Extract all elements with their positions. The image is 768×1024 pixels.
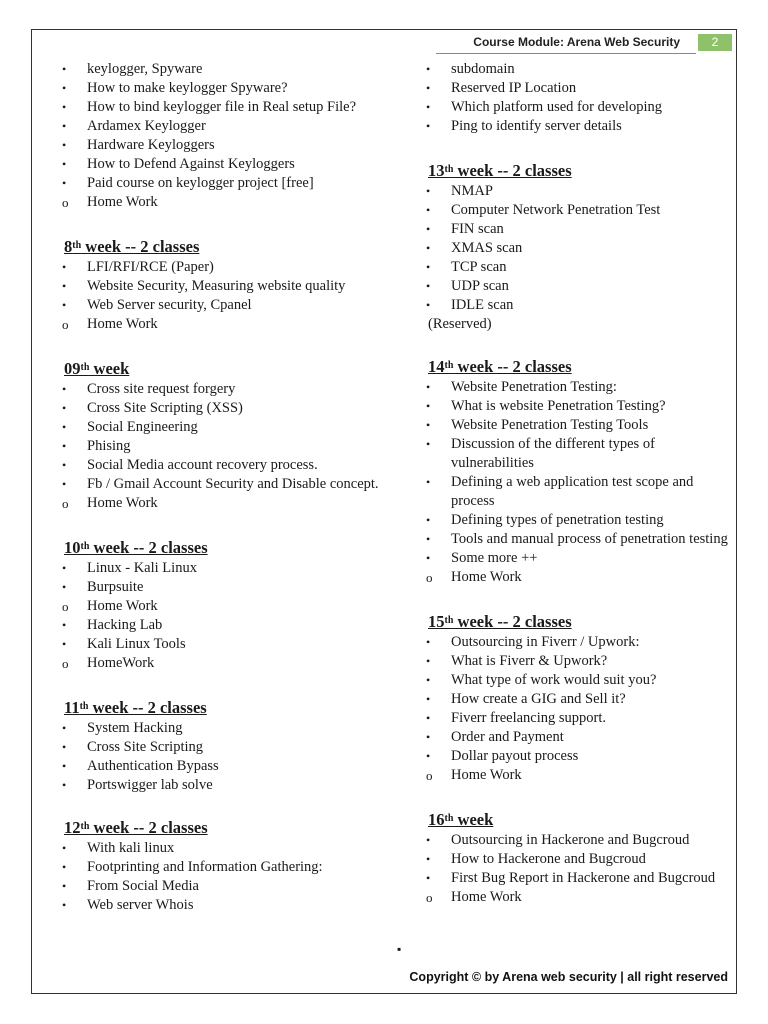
week-11-list [58, 719, 388, 795]
list-item-text: Outsourcing in Hackerone and Bugcroud [451, 832, 690, 848]
ordinal-suffix: th [444, 164, 454, 175]
week-8-list [58, 258, 388, 334]
week-number: 14 [428, 357, 445, 376]
list-item-text: Defining a web application test scope and process [451, 474, 694, 509]
section-heading-week-12 [64, 817, 388, 839]
week-number: 16 [428, 810, 445, 829]
list-item-text: Website Penetration Testing: [451, 379, 617, 395]
bullet-icon: • [426, 279, 431, 293]
list-item-text: Footprinting and Information Gathering: [87, 859, 323, 875]
list-item-text: Web server Whois [87, 897, 194, 913]
list-item [422, 98, 738, 117]
bullet-icon: • [426, 184, 431, 198]
list-item [58, 315, 388, 334]
list-item-text: How to Hackerone and Bugcroud [451, 851, 646, 867]
list-item-text: LFI/RFI/RCE (Paper) [87, 259, 214, 275]
list-item-text: Home Work [451, 889, 522, 905]
bullet-icon: • [426, 730, 431, 744]
list-item-text: keylogger, Spyware [87, 61, 203, 77]
list-item [58, 597, 388, 616]
section-heading-week-11 [64, 697, 388, 719]
list-item-text: Kali Linux Tools [87, 636, 186, 652]
list-item [58, 738, 388, 757]
ordinal-suffix: th [80, 362, 90, 373]
list-item [58, 877, 388, 896]
bullet-icon: • [426, 654, 431, 668]
list-item-text: FIN scan [451, 221, 504, 237]
list-item-text: NMAP [451, 183, 493, 199]
list-item [422, 60, 738, 79]
list-item-text: How to make keylogger Spyware? [87, 80, 288, 96]
week-number: 10 [64, 538, 81, 557]
week-label: week -- 2 classes [81, 237, 200, 256]
list-item-text: System Hacking [87, 720, 183, 736]
list-item-text: What is Fiverr & Upwork? [451, 653, 608, 669]
bullet-icon: • [62, 618, 67, 632]
list-item [58, 896, 388, 915]
hollow-bullet-icon: o [426, 890, 433, 905]
list-item-text: Home Work [451, 767, 522, 783]
list-item [58, 654, 388, 673]
list-item [422, 766, 738, 785]
list-item [58, 174, 388, 193]
list-item [58, 98, 388, 117]
week-label: week -- 2 classes [89, 818, 208, 837]
week-label: week [453, 810, 494, 829]
list-item [58, 456, 388, 475]
list-item [58, 437, 388, 456]
section-heading-week-14 [428, 356, 738, 378]
week-number: 09 [64, 359, 81, 378]
bullet-icon: • [426, 222, 431, 236]
ordinal-suffix: th [72, 240, 82, 251]
bullet-icon: • [62, 580, 67, 594]
bullet-icon: • [62, 458, 67, 472]
ordinal-suffix: th [444, 360, 454, 371]
list-item [422, 869, 738, 888]
list-item-text: Paid course on keylogger project [free] [87, 175, 314, 191]
section-heading-week-15 [428, 611, 738, 633]
list-item-text: First Bug Report in Hackerone and Bugcroud [451, 870, 716, 886]
bullet-icon: • [426, 513, 431, 527]
week-label: week -- 2 classes [453, 612, 572, 631]
hollow-bullet-icon: o [62, 496, 69, 511]
bullet-icon: • [62, 439, 67, 453]
list-item [58, 60, 388, 79]
bullet-icon: • [426, 100, 431, 114]
bullet-icon: • [426, 711, 431, 725]
bullet-icon: • [426, 871, 431, 885]
list-item-text: IDLE scan [451, 297, 514, 313]
intro-list-left [58, 60, 388, 212]
list-item [422, 633, 738, 652]
list-item-text: Phising [87, 438, 131, 454]
list-item [58, 79, 388, 98]
ordinal-suffix: th [444, 615, 454, 626]
list-item [422, 530, 738, 549]
list-item [58, 858, 388, 877]
list-item-text: With kali linux [87, 840, 175, 856]
list-item [58, 155, 388, 174]
list-item-text: From Social Media [87, 878, 199, 894]
week-13-list [422, 182, 738, 315]
bullet-icon: • [426, 852, 431, 866]
ordinal-suffix: th [79, 701, 89, 712]
week-label: week -- 2 classes [88, 698, 207, 717]
hollow-bullet-icon: o [62, 656, 69, 671]
list-item-text: Home Work [87, 194, 158, 210]
section-heading-week-9 [64, 358, 388, 380]
bullet-icon: • [426, 475, 431, 489]
list-item [422, 201, 738, 220]
list-item-text: Which platform used for developing [451, 99, 662, 115]
bullet-icon: • [426, 298, 431, 312]
section-heading-week-13 [428, 160, 738, 182]
header-rule [436, 53, 696, 54]
bullet-icon: • [62, 759, 67, 773]
week-number: 13 [428, 161, 445, 180]
bullet-icon: • [62, 561, 67, 575]
bullet-icon: • [62, 298, 67, 312]
list-item [422, 709, 738, 728]
list-item [422, 549, 738, 568]
week-label: week -- 2 classes [453, 357, 572, 376]
bullet-icon: • [62, 879, 67, 893]
list-item [422, 79, 738, 98]
list-item-text: Cross Site Scripting [87, 739, 204, 755]
week-14-list [422, 378, 738, 587]
list-item [58, 839, 388, 858]
list-item [422, 277, 738, 296]
footer-copyright: Copyright © by Arena web security | all right reserved [409, 970, 728, 984]
bullet-icon: • [62, 176, 67, 190]
list-item [58, 475, 388, 494]
list-item [58, 136, 388, 155]
list-item-text: What is website Penetration Testing? [451, 398, 666, 414]
page-number-badge: 2 [698, 34, 732, 51]
list-item-text: How to bind keylogger file in Real setup File? [87, 99, 357, 115]
bullet-icon: • [62, 841, 67, 855]
list-item-text: subdomain [451, 61, 515, 77]
list-item-text: Portswigger lab solve [87, 777, 213, 793]
list-item [58, 719, 388, 738]
week-label: week -- 2 classes [89, 538, 208, 557]
list-item [58, 399, 388, 418]
week-9-list [58, 380, 388, 513]
list-item-text: HomeWork [87, 655, 155, 671]
week-number: 8 [64, 237, 73, 256]
list-item-text: What type of work would suit you? [451, 672, 657, 688]
list-item [422, 473, 738, 511]
bullet-icon: • [62, 119, 67, 133]
bullet-icon: • [426, 749, 431, 763]
bullet-icon: • [426, 692, 431, 706]
bullet-icon: • [426, 260, 431, 274]
bullet-icon: • [62, 860, 67, 874]
hollow-bullet-icon: o [426, 570, 433, 585]
list-item [422, 671, 738, 690]
list-item [58, 418, 388, 437]
bullet-icon: • [426, 833, 431, 847]
list-item [58, 776, 388, 795]
list-item-text: Authentication Bypass [87, 758, 219, 774]
list-item-text: Cross Site Scripting (XSS) [87, 400, 243, 416]
bullet-icon: • [426, 551, 431, 565]
list-item-text: Burpsuite [87, 579, 144, 595]
list-item [422, 378, 738, 397]
week-15-list [422, 633, 738, 785]
list-item-text: XMAS scan [451, 240, 523, 256]
bullet-icon: • [62, 477, 67, 491]
bullet-icon: • [426, 203, 431, 217]
left-column [58, 60, 388, 915]
reserved-note: (Reserved) [428, 316, 492, 332]
list-item-text: Home Work [451, 569, 522, 585]
list-item [58, 559, 388, 578]
bullet-icon: • [426, 399, 431, 413]
list-item-text: Fiverr freelancing support. [451, 710, 607, 726]
list-item [422, 831, 738, 850]
list-item [58, 494, 388, 513]
hollow-bullet-icon: o [62, 599, 69, 614]
list-item [422, 416, 738, 435]
list-item [58, 193, 388, 212]
list-item [422, 850, 738, 869]
bullet-icon: • [426, 62, 431, 76]
bullet-icon: • [62, 382, 67, 396]
list-item-text: How to Defend Against Keyloggers [87, 156, 295, 172]
list-item-text: How create a GIG and Sell it? [451, 691, 626, 707]
bullet-icon: • [426, 673, 431, 687]
list-item-text: Defining types of penetration testing [451, 512, 664, 528]
list-item-text: Fb / Gmail Account Security and Disable concept. [87, 476, 379, 492]
list-item-text: Ping to identify server details [451, 118, 622, 134]
list-item-text: Website Security, Measuring website quality [87, 278, 346, 294]
list-item [422, 747, 738, 766]
bullet-icon: • [62, 260, 67, 274]
hollow-bullet-icon: o [62, 195, 69, 210]
list-item [422, 888, 738, 907]
list-item-text: Outsourcing in Fiverr / Upwork: [451, 634, 640, 650]
list-item-text: Dollar payout process [451, 748, 579, 764]
ordinal-suffix: th [444, 813, 454, 824]
week-label: week [89, 359, 130, 378]
list-item [58, 117, 388, 136]
list-item-text: Discussion of the different types of vulnerabilities [451, 436, 655, 471]
list-item-text: UDP scan [451, 278, 509, 294]
bullet-icon: • [62, 279, 67, 293]
bullet-icon: • [426, 418, 431, 432]
list-item [58, 578, 388, 597]
bullet-icon: • [62, 778, 67, 792]
bullet-icon: • [62, 420, 67, 434]
ordinal-suffix: th [80, 541, 90, 552]
list-item-text: Social Media account recovery process. [87, 457, 318, 473]
bullet-icon: • [62, 721, 67, 735]
bullet-icon: • [426, 119, 431, 133]
list-item [422, 182, 738, 201]
list-item-text: Order and Payment [451, 729, 564, 745]
list-item-text: Linux - Kali Linux [87, 560, 197, 576]
bullet-icon: • [62, 157, 67, 171]
list-item-text: Hacking Lab [87, 617, 163, 633]
list-item [58, 616, 388, 635]
list-item [422, 220, 738, 239]
list-item-text: Website Penetration Testing Tools [451, 417, 649, 433]
bullet-icon: • [62, 401, 67, 415]
week-number: 11 [64, 698, 80, 717]
bullet-icon: • [426, 380, 431, 394]
list-item-text: Computer Network Penetration Test [451, 202, 661, 218]
list-item [58, 635, 388, 654]
list-item [58, 277, 388, 296]
week-number: 15 [428, 612, 445, 631]
list-item-text: Reserved IP Location [451, 80, 577, 96]
list-item-text: TCP scan [451, 259, 507, 275]
intro-list-right [422, 60, 738, 136]
bullet-icon: • [426, 635, 431, 649]
list-item [422, 568, 738, 587]
list-item [422, 296, 738, 315]
bullet-icon: • [426, 81, 431, 95]
week-number: 12 [64, 818, 81, 837]
list-item [422, 511, 738, 530]
hollow-bullet-icon: o [426, 768, 433, 783]
list-item-text: Cross site request forgery [87, 381, 236, 397]
list-item [422, 397, 738, 416]
list-item [422, 728, 738, 747]
bullet-icon: • [62, 100, 67, 114]
list-item-text: Home Work [87, 598, 158, 614]
list-item [422, 258, 738, 277]
right-column [422, 60, 738, 907]
list-item-text: Social Engineering [87, 419, 198, 435]
bullet-icon: • [62, 637, 67, 651]
week-10-list [58, 559, 388, 673]
stray-mark: ▪ [397, 942, 402, 956]
list-item-text: Hardware Keyloggers [87, 137, 215, 153]
list-item [422, 239, 738, 258]
bullet-icon: • [426, 532, 431, 546]
week-12-list [58, 839, 388, 915]
list-item [422, 652, 738, 671]
ordinal-suffix: th [80, 821, 90, 832]
list-item [422, 690, 738, 709]
section-heading-week-10 [64, 537, 388, 559]
week-16-list [422, 831, 738, 907]
bullet-icon: • [62, 62, 67, 76]
list-item [58, 258, 388, 277]
list-item-text: Home Work [87, 495, 158, 511]
hollow-bullet-icon: o [62, 317, 69, 332]
list-item [58, 380, 388, 399]
week-label: week -- 2 classes [453, 161, 572, 180]
header-title: Course Module: Arena Web Security [473, 35, 680, 49]
list-item-text: Web Server security, Cpanel [87, 297, 252, 313]
bullet-icon: • [62, 81, 67, 95]
section-heading-week-8 [64, 236, 388, 258]
bullet-icon: • [62, 740, 67, 754]
list-item-text: Home Work [87, 316, 158, 332]
bullet-icon: • [426, 437, 431, 451]
list-item [422, 117, 738, 136]
list-item [58, 757, 388, 776]
list-item [58, 296, 388, 315]
list-item-text: Some more ++ [451, 550, 538, 566]
list-item-text: Tools and manual process of penetration testing [451, 531, 728, 547]
section-heading-week-16 [428, 809, 738, 831]
list-item [422, 435, 738, 473]
bullet-icon: • [62, 898, 67, 912]
list-item-text: Ardamex Keylogger [87, 118, 206, 134]
bullet-icon: • [62, 138, 67, 152]
bullet-icon: • [426, 241, 431, 255]
